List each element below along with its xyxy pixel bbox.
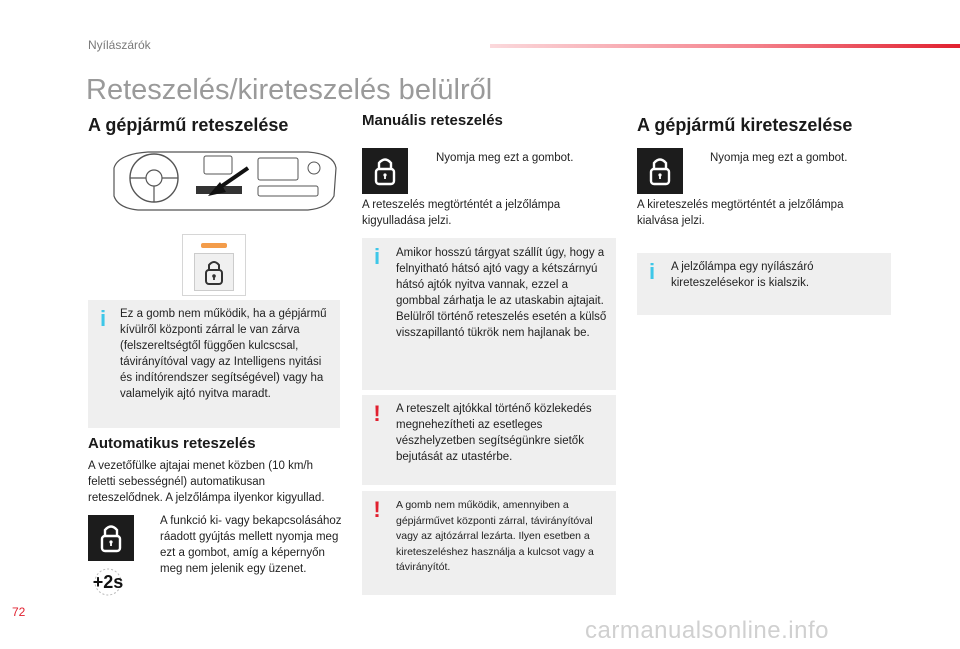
page-title: Reteszelés/kireteszelés belülről bbox=[86, 74, 493, 106]
lock-button-detail bbox=[182, 234, 246, 296]
heading-manual-locking: Manuális reteszelés bbox=[362, 112, 503, 129]
warning-icon: ! bbox=[373, 497, 381, 522]
info-icon: i bbox=[99, 306, 107, 331]
hold-2s-badge bbox=[86, 567, 130, 597]
lock-button-icon bbox=[88, 515, 134, 561]
auto-locking-text: A vezetőfülke ajtajai menet közben (10 km/h feletti sebességnél) automatikusan reteszelődnek. A jelzőlámpa ilyenkor kigyullad. bbox=[88, 460, 325, 504]
info-box-unlocking bbox=[637, 253, 891, 315]
lock-button-icon bbox=[362, 148, 408, 194]
manual-locking-step: Nyomja meg ezt a gombot. bbox=[436, 152, 574, 164]
lock-button-icon bbox=[637, 148, 683, 194]
indicator-lamp bbox=[201, 243, 227, 248]
heading-unlocking: A gépjármű kireteszelése bbox=[637, 115, 853, 135]
info-text: Amikor hosszú tárgyat szállít úgy, hogy a felnyitható hátsó ajtó vagy a kétszárnyú hátsó ajtók nyitva vannak, ezzel a gombbal zárhatja le az utaskabin ajtajait. Belülről történő reteszelés esetén a külső visszapillantó tükrök nem hajlanak be. bbox=[396, 247, 607, 339]
heading-auto-locking: Automatikus reteszelés bbox=[88, 435, 256, 452]
info-text: Ez a gomb nem működik, ha a gépjármű kívülről központi zárral le van zárva (felszereltségtől függően kulcscsal, távirányítóval vagy az Intelligens nyitási és indítórendszer segítségével) vagy ha valamelyik ajtó nyitva maradt. bbox=[120, 308, 327, 400]
info-text: A jelzőlámpa egy nyílászáró kireteszelésekor is kialszik. bbox=[671, 261, 814, 289]
info-icon: i bbox=[373, 244, 381, 269]
info-box-manual bbox=[362, 238, 616, 390]
section-label: Nyílászárók bbox=[88, 38, 151, 52]
warning-icon: ! bbox=[373, 401, 381, 426]
header-accent-bar bbox=[490, 44, 960, 48]
lock-icon bbox=[194, 253, 234, 291]
warning-box-central-lock bbox=[362, 491, 616, 595]
warning-box-emergency bbox=[362, 395, 616, 485]
unlocking-confirm: A kireteszelés megtörténtét a jelzőlámpa kialvása jelzi. bbox=[637, 199, 844, 227]
heading-locking: A gépjármű reteszelése bbox=[88, 115, 289, 135]
info-icon: i bbox=[648, 259, 656, 284]
hold-2s-label: +2s bbox=[92, 571, 124, 592]
info-box-locking bbox=[88, 300, 340, 428]
watermark: carmanualsonline.info bbox=[585, 617, 829, 644]
page-number: 72 bbox=[12, 605, 26, 619]
unlocking-step: Nyomja meg ezt a gombot. bbox=[710, 152, 848, 164]
warning-text: A gomb nem működik, amennyiben a gépjárművet központi zárral, távirányítóval vagy az ajtózárral lezárta. Ilyen esetben a kireteszeléshez használja a kulcsot vagy a távirányítót. bbox=[396, 499, 594, 573]
dashboard-illustration bbox=[108, 146, 340, 224]
auto-locking-step: A funkció ki- vagy bekapcsolásához ráadott gyújtás mellett nyomja meg ezt a gombot, amíg a képernyőn meg nem jelenik egy üzenet. bbox=[160, 515, 342, 575]
manual-locking-confirm: A reteszelés megtörténtét a jelzőlámpa kigyulladása jelzi. bbox=[362, 199, 561, 227]
warning-text: A reteszelt ajtókkal történő közlekedés megnehezítheti az esetleges vészhelyzetben segítségünkre sietők bejutását az utastérbe. bbox=[396, 403, 592, 463]
